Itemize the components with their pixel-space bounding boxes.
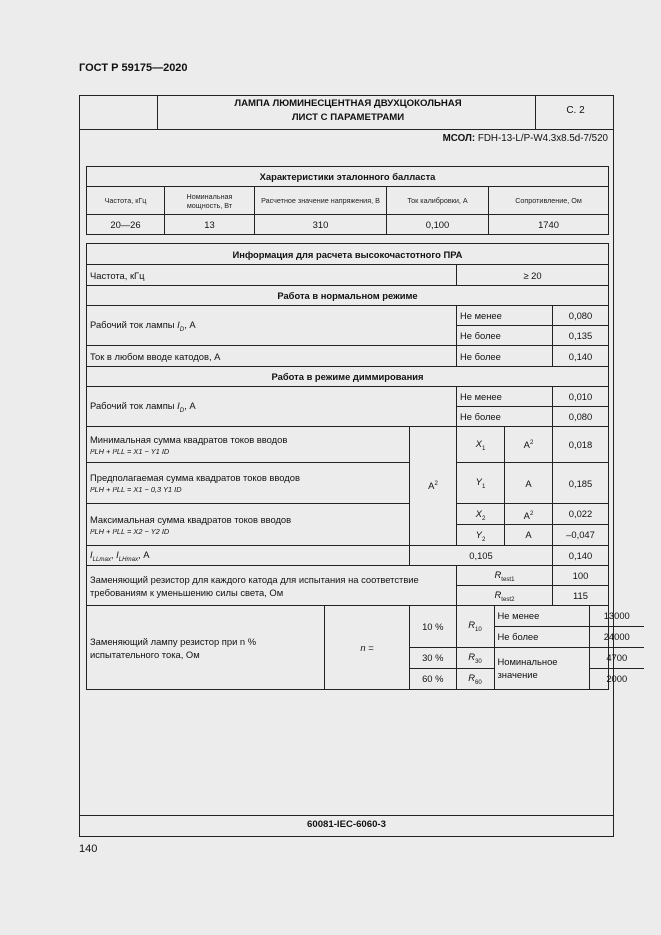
hf-ballast-table (86, 243, 630, 690)
lamp-resistor-grid (410, 606, 630, 690)
rtest1-value: 100 (553, 566, 609, 586)
max-sum-formula: I²LH + I²LL = X2 − Y2 ID (90, 526, 170, 536)
max-sum-label: Максимальная сумма квадратов токов вводов I²LH + I²LL = X2 − Y2 ID (87, 504, 410, 546)
footer-code: 60081-IEC-6060-3 (307, 819, 386, 830)
rtest1-symbol: $R_{test1}$ (457, 566, 553, 586)
x2-y2-values: 0,022 –0,047 (553, 504, 609, 546)
x1-value: 0,018 (553, 427, 609, 463)
cathode-max-value: 0,140 (553, 346, 609, 367)
y1-unit: A (505, 463, 553, 504)
ballast-header: Частота, кГц (87, 187, 165, 215)
normal-min-value: 0,080 (553, 306, 609, 326)
min-sum-formula: I²LH + I²LL = X1 − Y1 ID (90, 446, 170, 456)
not-more-label: Не более (457, 326, 553, 346)
rtest2-symbol: $R_{test2}$ (457, 586, 553, 606)
ballast-value: 20—26 (87, 215, 165, 235)
r30-value: 4700 (589, 647, 644, 668)
x2-y2-symbols: $X_2$ $Y_2$ (457, 504, 505, 546)
not-more-label: Не более (457, 407, 553, 427)
normal-max-value: 0,135 (553, 326, 609, 346)
sheet-page: С. 2 (566, 105, 585, 116)
not-less-label: Не менее (457, 387, 553, 407)
ballast-value: 13 (165, 215, 255, 235)
r10-symbol: $R_{10}$ (456, 606, 494, 647)
lamp-resistor-subtable (410, 606, 644, 689)
cathode-current-label: Ток в любом вводе катодов, А (87, 346, 457, 367)
r10-max-value: 24000 (589, 626, 644, 647)
not-less-label: Не менее (457, 306, 553, 326)
standard-number: ГОСТ Р 59175—2020 (79, 62, 188, 74)
not-more-label: Не более (457, 346, 553, 367)
not-less-label: Не менее (494, 606, 589, 626)
r30-symbol: $R_{30}$ (456, 647, 494, 668)
cathode-resistor-label: Заменяющий резистор для каждого катода для испытания на соответствие требованиям к уменьшению силы света, Ом (87, 566, 457, 606)
sheet-title: ЛАМПА ЛЮМИНЕСЦЕНТНАЯ ДВУХЦОКОЛЬНАЯ ЛИСТ С ПАРАМЕТРАМИ (234, 98, 462, 123)
ballast-header: Расчетное значение напряжения, В (255, 187, 387, 215)
lamp-resistor-label: Заменяющий лампу резистор при n % испытательного тока, Ом (87, 606, 325, 690)
x2-y2-units: $A^2$ A (505, 504, 553, 546)
x1-symbol: $X_1$ (457, 427, 505, 463)
illmax-value-1: 0,105 (410, 546, 553, 566)
dim-min-value: 0,010 (553, 387, 609, 407)
n-equals: n = (325, 606, 410, 690)
min-sum-label: Минимальная сумма квадратов токов вводов I²LH + I²LL = X1 − Y1 ID (87, 427, 410, 463)
y1-symbol: $Y_1$ (457, 463, 505, 504)
ballast-value: 310 (255, 215, 387, 235)
work-current-label: Рабочий ток лампы $I_D$, А (87, 306, 457, 346)
r10-min-value: 13000 (589, 606, 644, 626)
illmax-value-2: 0,140 (553, 546, 609, 566)
footer-divider (79, 815, 614, 816)
ballast-header: Сопротивление, Ом (489, 187, 609, 215)
p30-label: 30 % (410, 647, 456, 668)
ballast-title: Характеристики эталонного балласта (87, 167, 609, 187)
p10-label: 10 % (410, 606, 456, 647)
not-more-label: Не более (494, 626, 589, 647)
ballast-table (86, 166, 609, 235)
r60-value: 2000 (589, 668, 644, 689)
ballast-header: Ток калибровки, А (387, 187, 489, 215)
pred-sum-label: Предполагаемая сумма квадратов токов вводов I²LH + I²LL = X1 − 0,3 Y1 ID (87, 463, 410, 504)
lamp-code: МСОЛ: FDH-13-L/P-W4.3x8.5d-7/520 (442, 133, 608, 144)
freq-value: ≥ 20 (457, 265, 609, 286)
freq-label: Частота, кГц (87, 265, 457, 286)
dim-current-label: Рабочий ток лампы $I_D$, А (87, 387, 457, 427)
r60-symbol: $R_{60}$ (456, 668, 494, 689)
x1-unit: $A^2$ (505, 427, 553, 463)
nominal-label: Номинальное значение (494, 647, 589, 689)
dimming-mode-title: Работа в режиме диммирования (87, 367, 609, 387)
rtest2-value: 115 (553, 586, 609, 606)
p60-label: 60 % (410, 668, 456, 689)
ballast-value: 0,100 (387, 215, 489, 235)
normal-mode-title: Работа в нормальном режиме (87, 286, 609, 306)
hf-title: Информация для расчета высокочастотного ПРА (87, 244, 609, 265)
pred-sum-formula: I²LH + I²LL = X1 − 0,3 Y1 ID (90, 485, 182, 494)
a2-unit: $A^2$ (410, 427, 457, 546)
page-number: 140 (79, 843, 98, 855)
y1-value: 0,185 (553, 463, 609, 504)
ballast-header: Номинальная мощность, Вт (165, 187, 255, 215)
ballast-value: 1740 (489, 215, 609, 235)
illmax-label: $I_{LLmax}$, $I_{LHmax}$, А (87, 546, 410, 566)
dim-max-value: 0,080 (553, 407, 609, 427)
